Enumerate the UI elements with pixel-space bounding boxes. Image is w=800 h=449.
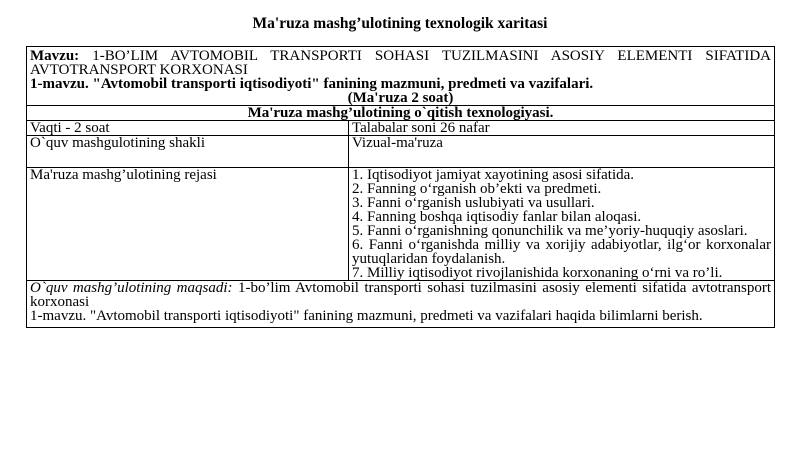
tech-map-table [26,46,775,328]
plan-label: Ma'ruza mashg’ulotining rejasi [27,168,349,281]
row-value: Talabalar soni 26 nafar [349,121,775,136]
plan-item: 2. Fanning o‘rganish ob’ekti va predmeti. [352,181,602,197]
plan-item: 3. Fanni o‘rganish uslubiyati va usullari. [352,195,595,211]
section-heading-row [27,106,775,121]
section-heading: Ma'ruza mashg’ulotining o`qitish texnologiyasi. [27,106,775,121]
hours-note: (Ma'ruza 2 soat) [347,90,454,106]
purpose-text: 1-bo’lim Avtomobil transporti sohasi tuzilmasini asosiy elementi sifatida avtotransport korxonasi [30,280,772,310]
purpose-cell [27,281,775,328]
purpose-block [30,281,771,309]
topic-row [27,47,775,106]
subtopic-text: 1-mavzu. "Avtomobil transporti iqtisodiyoti" fanining mazmuni, predmeti va vazifalari. [30,76,594,92]
topic-text: 1-BO’LIM AVTOMOBIL TRANSPORTI SOHASI TUZILMASINI ASOSIY ELEMENTI SIFATIDA AVTOTRANSPORT KORXONASI [30,48,771,78]
plan-item: 6. Fanni o‘rganishda milliy va xorijiy adabiyotlar, ilg‘or korxonalar yutuqlaridan foydalanish. [352,237,771,267]
table-row [27,136,775,168]
topic-block [30,49,771,77]
row-label: Vaqti - 2 soat [27,121,349,136]
purpose-text-2: 1-mavzu. "Avtomobil transporti iqtisodiyoti" fanining mazmuni, predmeti va vazifalari haqida bilimlarni berish. [30,308,703,324]
topic-label: Mavzu: [30,48,80,64]
plan-item: 4. Fanning boshqa iqtisodiy fanlar bilan aloqasi. [352,209,642,225]
document-title: Ma'ruza mashg’ulotining texnologik xaritasi [252,15,548,32]
purpose-row [27,281,775,328]
plan-row [27,168,775,281]
row-label: O`quv mashgulotining shakli [27,136,349,168]
plan-item: 7. Milliy iqtisodiyot rivojlanishida korxonaning o‘rni va ro’li. [352,265,723,281]
plan-item: 1. Iqtisodiyot jamiyat xayotining asosi sifatida. [352,167,635,183]
topic-cell [27,47,775,106]
row-value: Vizual-ma'ruza [349,136,775,168]
purpose-label: O`quv mashg’ulotining maqsadi: [30,280,233,296]
plan-cell [349,168,775,281]
table-row [27,121,775,136]
plan-item: 5. Fanni o‘rganishning qonunchilik va me’yoriy-huquqiy asoslari. [352,223,748,239]
